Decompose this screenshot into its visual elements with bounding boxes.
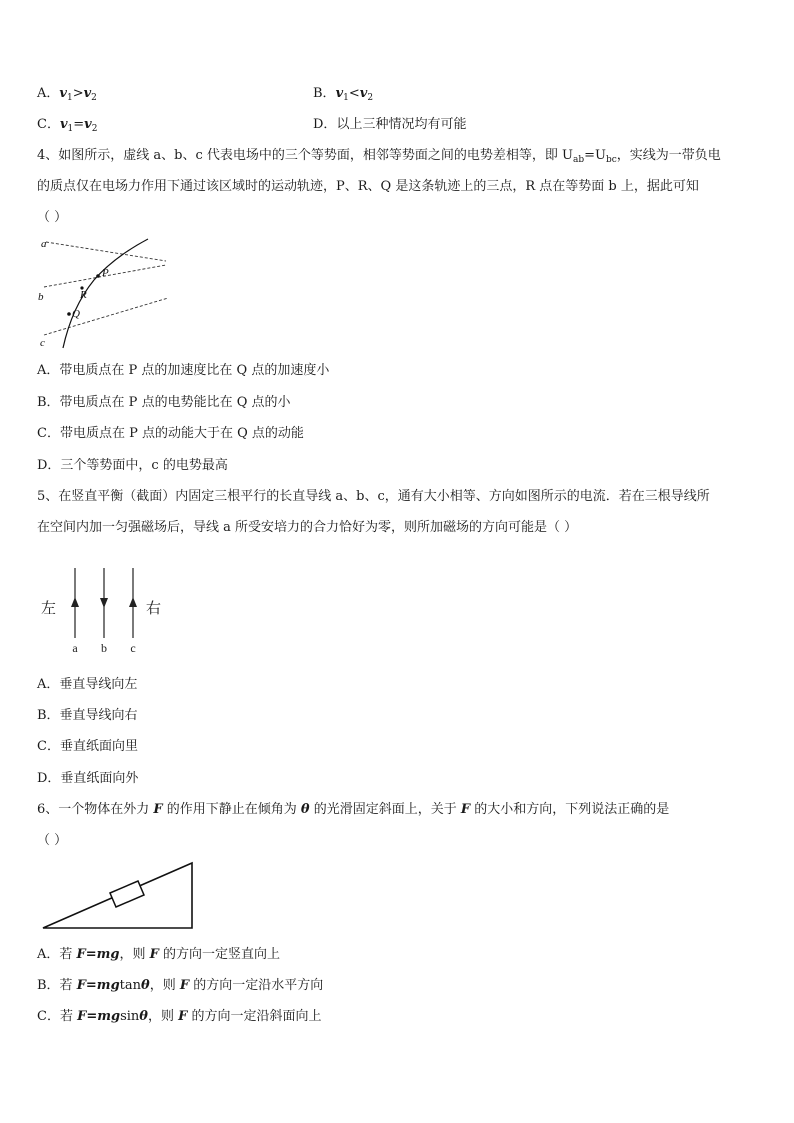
q4-option-b: B．带电质点在 P 点的电势能比在 Q 点的小 [37, 395, 291, 410]
wire-label-a: a [72, 641, 78, 655]
wire-label-b: b [101, 641, 107, 655]
q6-option-a: A．若 F=mg，则 F 的方向一定竖直向上 [37, 947, 281, 962]
q6-stem: 6、一个物体在外力 F 的作用下静止在倾角为 θ 的光滑固定斜面上，关于 F 的大小和方向，下列说法正确的是 [37, 802, 670, 817]
wire-c-arrow-up [129, 597, 137, 607]
q3-option-b: B．$v_1<v_2$ [313, 86, 374, 103]
label-a: a [41, 238, 47, 250]
q3-option-c: C．$v_1=v_2$ [37, 117, 98, 134]
q6-option-b: B．若 F=mgtanθ，则 F 的方向一定沿水平方向 [37, 978, 324, 993]
label-b: b [38, 291, 44, 303]
point-q [67, 312, 71, 316]
wire-label-c: c [130, 641, 136, 655]
q5-stem-line-1: 5、在竖直平衡（截面）内固定三根平行的长直导线 a、b、c，通有大小相等、方向如图所示的电流．若在三根导线所 [37, 489, 710, 504]
equipotential-a [46, 242, 166, 261]
q4-stem-line-2: 的质点仅在电场力作用下通过该区域时的运动轨迹，P、R、Q 是这条轨迹上的三点，R 点在等势面 b 上，据此可知 [37, 179, 699, 194]
point-p [96, 274, 100, 278]
q4-option-d: D．三个等势面中，c 的电势最高 [37, 458, 228, 473]
equipotential-c [44, 298, 168, 335]
q5-stem-line-2: 在空间内加一匀强磁场后，导线 a 所受安培力的合力恰好为零，则所加磁场的方向可能是（ ） [37, 520, 578, 535]
q5-option-c: C．垂直纸面向里 [37, 739, 138, 754]
label-p: P [102, 267, 109, 279]
q5-option-a: A．垂直导线向左 [37, 677, 138, 692]
q4-option-c: C．带电质点在 P 点的动能大于在 Q 点的动能 [37, 426, 304, 441]
q6-answer-paren: （ ） [37, 833, 68, 848]
q4-answer-paren: （ ） [37, 210, 68, 225]
q5-option-b: B．垂直导线向右 [37, 708, 138, 723]
label-q: Q [72, 308, 80, 320]
q6-incline-figure [40, 856, 200, 934]
q4-option-a: A．带电质点在 P 点的加速度比在 Q 点的加速度小 [37, 363, 330, 378]
block-on-incline [110, 881, 144, 907]
label-c: c [40, 337, 45, 349]
q4-stem-line-1: 4、如图所示，虚线 a、b、c 代表电场中的三个等势面，相邻等势面之间的电势差相等，即 $U_{ab}=U_{bc}$，实线为一带负电 [37, 148, 721, 165]
q5-option-d: D．垂直纸面向外 [37, 771, 139, 786]
wire-a-arrow-up [71, 597, 79, 607]
q3-option-a: A．$v_1>v_2$ [37, 86, 97, 103]
label-left: 左 [41, 601, 57, 617]
q6-option-c: C．若 F=mgsinθ，则 F 的方向一定沿斜面向上 [37, 1009, 322, 1024]
q3-option-d: D．以上三种情况均有可能 [313, 117, 467, 132]
wire-b-arrow-down [100, 598, 108, 608]
trajectory-curve [63, 239, 148, 348]
label-right: 右 [146, 601, 162, 617]
q4-equipotential-figure [36, 235, 176, 350]
label-r: R [80, 289, 87, 301]
q5-wires-figure [36, 560, 176, 660]
